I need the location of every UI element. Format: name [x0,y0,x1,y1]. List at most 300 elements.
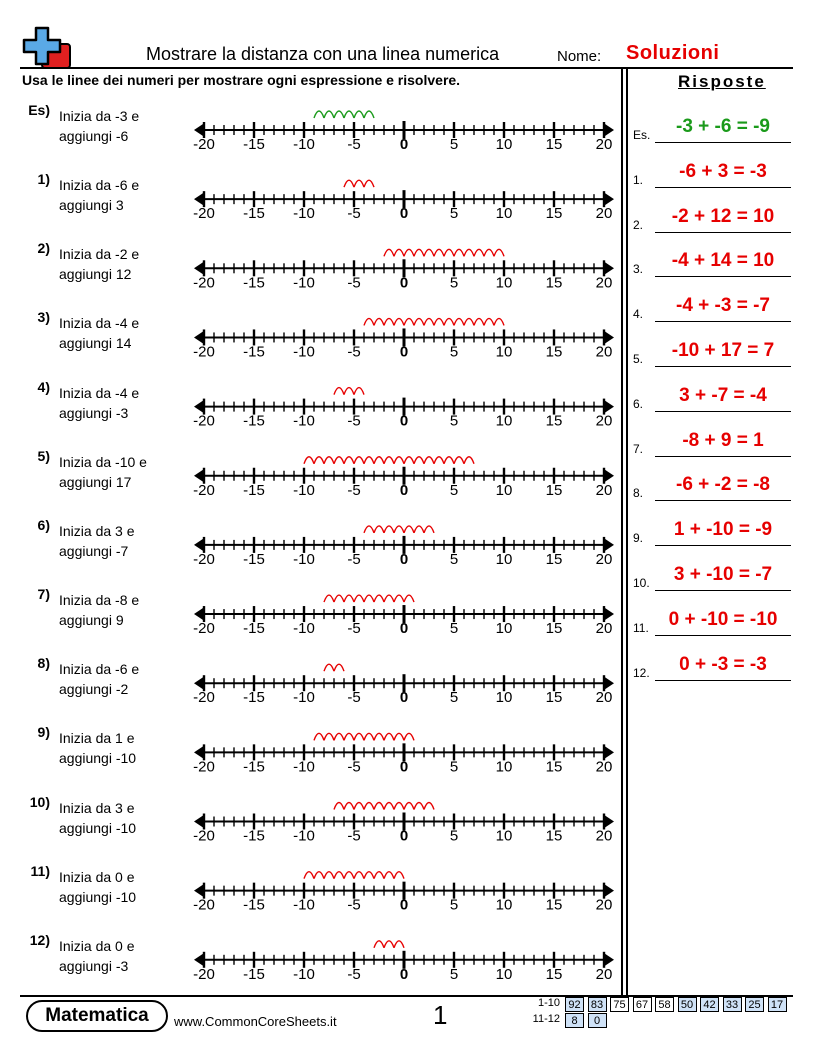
tick-label: 5 [449,689,459,707]
tick-label: 5 [449,274,459,292]
left-arrow-icon [194,262,203,274]
hop-arc [344,733,354,740]
answer-underline [655,500,791,501]
tick-label: 10 [495,481,513,499]
answer-label: 5. [633,352,644,366]
tick-label: 0 [399,481,409,499]
tick-label: 5 [449,343,459,361]
problem-text [59,244,189,284]
tick-label: 0 [399,205,409,223]
hop-arc [374,872,384,879]
tick-label: -10 [293,689,315,707]
hop-arc [444,249,454,256]
hop-arc [434,249,444,256]
number-line [193,457,614,499]
problem-line-1: Inizia da 3 e [59,522,135,539]
hop-arc [334,872,344,879]
answer-text: -6 + 3 = -3 [679,160,767,182]
hop-arc [394,318,404,325]
problem-line-1: Inizia da -4 e [59,384,140,401]
tick-label: -5 [347,274,361,292]
instructions: Usa le linee dei numeri per mostrare ogni espressione e risolvere. [22,72,461,88]
problem-number: 7) [37,586,50,603]
hop-arc [314,872,324,879]
hop-arc [404,803,414,810]
hop-arc [354,111,364,118]
problem-line-2: aggiungi 3 [59,197,124,214]
hop-arc [384,733,394,740]
hop-arc [334,803,344,810]
answer-text: 1 + -10 = -9 [673,519,773,541]
score-cell: 92 [565,997,584,1012]
tick-label: 5 [449,620,459,638]
answer-underline [655,232,791,233]
tick-label: 10 [495,827,513,845]
tick-label: 5 [449,412,459,430]
tick-label: 20 [595,412,613,430]
hop-arc [354,595,364,602]
problem-line-1: Inizia da -6 e [59,661,140,678]
hop-arc [364,318,374,325]
tick-label: 5 [449,896,459,914]
tick-label: 15 [545,205,563,223]
tick-label: -20 [193,620,215,638]
tick-label: 5 [449,205,459,223]
tick-label: 10 [495,896,513,914]
hop-arc [394,941,404,948]
problem-number: 6) [37,516,50,533]
answer-underline [655,187,791,188]
hop-arc [424,457,434,464]
left-arrow-icon [194,608,203,620]
tick-label: 0 [399,343,409,361]
hop-arc [374,457,384,464]
tick-label: 10 [495,550,513,568]
tick-label: 20 [595,620,613,638]
right-arrow-icon [605,124,614,136]
hop-arc [414,457,424,464]
hop-arc [384,941,394,948]
score-cell: 83 [588,997,607,1012]
hop-arc [414,803,424,810]
hop-arc [364,180,374,187]
problem-text [59,590,189,630]
number-line [193,733,614,775]
hop-arc [304,457,314,464]
tick-label: 5 [449,136,459,153]
tick-label: 10 [495,205,513,223]
left-arrow-icon [194,124,203,136]
left-arrow-icon [194,331,203,343]
tick-label: 10 [495,343,513,361]
hop-arc [484,318,494,325]
tick-label: -20 [193,689,215,707]
page-number: 1 [433,1000,448,1030]
hop-arc [374,941,384,948]
tick-label: 0 [399,827,409,845]
score-cell: 50 [678,997,697,1012]
number-line [193,941,614,983]
right-arrow-icon [605,539,614,551]
hop-arc [394,526,404,533]
hop-arc [424,803,434,810]
answer-underline [655,680,791,681]
score-cell: 33 [723,997,742,1012]
problem-line-1: Inizia da 0 e [59,868,135,885]
hop-arc [344,180,354,187]
score-row-label: 1-10 [537,997,560,1009]
answer-underline [655,590,791,591]
right-arrow-icon [605,954,614,966]
hop-arc [364,733,374,740]
hop-arc [474,318,484,325]
answer-label: 10. [633,576,650,590]
tick-label: -10 [293,965,315,983]
hop-arc [374,526,384,533]
tick-label: -10 [293,620,315,638]
tick-label: 15 [545,620,563,638]
hop-arc [374,318,384,325]
tick-label: 10 [495,136,513,153]
tick-label: -10 [293,758,315,776]
tick-label: -10 [293,136,315,153]
tick-label: -15 [243,758,265,776]
tick-label: -20 [193,274,215,292]
right-arrow-icon [605,262,614,274]
tick-label: -5 [347,205,361,223]
problem-line-2: aggiungi 14 [59,335,132,352]
problem-text [59,936,189,976]
problem-number: 2) [37,240,50,257]
problem-line-1: Inizia da -3 e [59,108,140,124]
number-line [193,180,614,222]
right-arrow-icon [605,331,614,343]
hop-arc [354,803,364,810]
problem-line-1: Inizia da -6 e [59,177,140,194]
answer-label: 9. [633,531,644,546]
tick-label: -5 [347,481,361,499]
problem-number: 4) [37,378,50,395]
hop-arc [394,803,404,810]
hop-arc [334,388,344,395]
hop-arc [484,249,494,256]
hop-arc [344,388,354,395]
score-cell: 0 [588,1013,607,1028]
tick-label: 10 [495,620,513,638]
hop-arc [454,457,464,464]
hop-arc [344,595,354,602]
number-line [193,249,614,291]
hop-arc [314,733,324,740]
number-line [193,664,614,706]
tick-label: 15 [545,965,563,983]
answer-text: -8 + 9 = 1 [682,429,764,451]
answer-label: 6. [633,396,644,411]
tick-label: 5 [449,965,459,983]
tick-label: -5 [347,965,361,983]
tick-label: -15 [243,827,265,845]
answer-underline [655,411,791,412]
problem-number: 5) [37,447,50,464]
answer-label: 1. [633,172,644,187]
left-arrow-icon [194,539,203,551]
hop-arc [314,111,324,118]
tick-label: 5 [449,827,459,845]
answer-underline [655,142,791,143]
hop-arc [424,249,434,256]
problem-line-2: aggiungi -10 [59,750,137,767]
hop-arc [354,733,364,740]
tick-label: -10 [293,481,315,499]
hop-arc [414,249,424,256]
tick-label: 0 [399,412,409,430]
tick-label: -15 [243,550,265,568]
hop-arc [414,526,424,533]
hop-arc [394,872,404,879]
tick-label: 5 [449,481,459,499]
hop-arc [404,526,414,533]
hop-arc [344,457,354,464]
hop-arc [354,180,364,187]
hop-arc [464,318,474,325]
hop-arc [334,111,344,118]
tick-label: 15 [545,896,563,914]
right-arrow-icon [605,193,614,205]
problem-line-1: Inizia da -2 e [59,246,140,263]
hop-arc [384,803,394,810]
problem-line-2: aggiungi 9 [59,612,124,629]
tick-label: 10 [495,758,513,776]
name-value: Soluzioni [626,42,720,64]
tick-label: -5 [347,896,361,914]
hop-arc [374,733,384,740]
hop-arc [384,526,394,533]
answer-label: 11. [633,620,649,635]
number-line [193,526,614,568]
tick-label: 20 [595,965,613,983]
problem-line-2: aggiungi -3 [59,404,129,421]
score-cell: 8 [565,1013,584,1028]
right-arrow-icon [605,885,614,897]
hop-arc [384,595,394,602]
tick-label: 20 [595,758,613,776]
hop-arc [394,595,404,602]
hop-arc [354,388,364,395]
hop-arc [384,318,394,325]
answer-text: 3 + -7 = -4 [679,384,767,406]
answer-text: -2 + 12 = 10 [671,205,775,227]
answer-text: -4 + 14 = 10 [671,250,775,272]
page-title: Mostrare la distanza con una linea numerica [146,44,500,64]
hop-arc [414,318,424,325]
tick-label: -15 [243,205,265,223]
tick-label: -5 [347,136,361,153]
problem-number: 1) [37,171,50,188]
score-row-label: 11-12 [532,1013,560,1025]
right-arrow-icon [605,608,614,620]
website-link[interactable]: www.CommonCoreSheets.it [174,1014,337,1029]
score-cell: 42 [700,997,719,1012]
hop-arc [404,457,414,464]
problem-text [59,106,189,146]
problem-number: 10) [29,793,50,810]
tick-label: -5 [347,343,361,361]
tick-label: 15 [545,412,563,430]
tick-label: -20 [193,136,215,153]
answer-label: 4. [633,307,644,322]
left-arrow-icon [194,954,203,966]
tick-label: 0 [399,758,409,776]
answer-label: 2. [633,217,644,232]
problem-text [59,728,189,768]
tick-label: 15 [545,481,563,499]
hop-arc [444,318,454,325]
tick-label: 0 [399,274,409,292]
problem-line-2: aggiungi -2 [59,681,129,698]
right-arrow-icon [605,677,614,689]
tick-label: -5 [347,412,361,430]
problem-number: 12) [29,931,50,948]
problem-text [59,798,189,838]
problem-number: 8) [37,655,50,672]
hop-arc [354,872,364,879]
tick-label: 15 [545,689,563,707]
tick-label: 20 [595,205,613,223]
answer-label: Es. [633,128,651,142]
tick-label: -20 [193,896,215,914]
score-cell: 17 [768,997,787,1012]
answer-text: -4 + -3 = -7 [676,295,770,317]
tick-label: 0 [399,896,409,914]
hop-arc [334,457,344,464]
tick-label: -15 [243,965,265,983]
hop-arc [364,457,374,464]
hop-arc [364,872,374,879]
hop-arc [364,111,374,118]
problem-text [59,313,189,353]
tick-label: -15 [243,343,265,361]
tick-label: 20 [595,896,613,914]
problem-text [59,867,189,907]
tick-label: 0 [399,620,409,638]
tick-label: -10 [293,205,315,223]
tick-label: -15 [243,620,265,638]
answer-underline [655,545,791,546]
answer-label: 7. [633,441,644,456]
tick-label: 0 [399,136,409,153]
answers-title: Risposte [678,72,766,91]
problem-line-2: aggiungi 17 [59,473,132,490]
answer-underline [655,456,791,457]
tick-label: -15 [243,896,265,914]
tick-label: 20 [595,481,613,499]
problem-number: 11) [30,862,50,879]
tick-label: 0 [399,550,409,568]
score-cell: 58 [655,997,674,1012]
left-arrow-icon [194,401,203,413]
problem-text [59,452,189,492]
tick-label: 20 [595,827,613,845]
problem-text [59,383,189,423]
hop-arc [324,595,334,602]
tick-label: 10 [495,965,513,983]
tick-label: -10 [293,827,315,845]
score-cell: 67 [633,997,652,1012]
tick-label: 20 [595,550,613,568]
tick-label: 20 [595,689,613,707]
answer-text: -3 + -6 = -9 [676,116,770,137]
number-line [193,872,614,914]
tick-label: 15 [545,550,563,568]
answer-text: 0 + -3 = -3 [679,653,767,675]
hop-arc [394,249,404,256]
tick-label: -5 [347,620,361,638]
tick-label: -15 [243,689,265,707]
tick-label: -5 [347,827,361,845]
left-arrow-icon [194,193,203,205]
problem-line-2: aggiungi -10 [59,888,137,905]
hop-arc [394,733,404,740]
tick-label: -15 [243,136,265,153]
hop-arc [384,872,394,879]
tick-label: -20 [193,550,215,568]
tick-label: 5 [449,550,459,568]
hop-arc [424,318,434,325]
tick-label: 0 [399,965,409,983]
hop-arc [344,803,354,810]
answer-text: -6 + -2 = -8 [676,474,770,496]
hop-arc [314,457,324,464]
problem-number: Es) [28,102,50,118]
hop-arc [364,803,374,810]
brand-badge: Matematica [26,1000,168,1032]
problem-number: 9) [37,724,50,741]
problem-text [59,175,189,215]
hop-arc [304,872,314,879]
tick-label: -10 [293,896,315,914]
number-line [193,595,614,637]
problem-line-1: Inizia da -10 e [59,453,147,470]
score-cell: 75 [610,997,629,1012]
problem-line-2: aggiungi -7 [59,542,129,559]
tick-label: 10 [495,274,513,292]
tick-label: -20 [193,965,215,983]
answer-label: 3. [633,262,644,277]
hop-arc [404,733,414,740]
name-label: Nome: [557,48,602,65]
problem-line-1: Inizia da 1 e [59,730,135,747]
hop-arc [324,111,334,118]
hop-arc [444,457,454,464]
answer-text: 3 + -10 = -7 [673,564,773,585]
problem-line-2: aggiungi -10 [59,819,137,836]
hop-arc [374,595,384,602]
answer-underline [655,276,791,277]
problem-text [59,521,189,561]
tick-label: -20 [193,827,215,845]
problem-number: 3) [37,309,50,326]
answer-text: 0 + -10 = -10 [668,608,778,630]
problem-line-2: aggiungi -3 [59,957,129,974]
tick-label: -5 [347,550,361,568]
hop-arc [344,111,354,118]
hop-arc [464,457,474,464]
hop-arc [394,457,404,464]
tick-label: 20 [595,274,613,292]
hop-arc [494,318,504,325]
right-arrow-icon [605,816,614,828]
hop-arc [334,733,344,740]
